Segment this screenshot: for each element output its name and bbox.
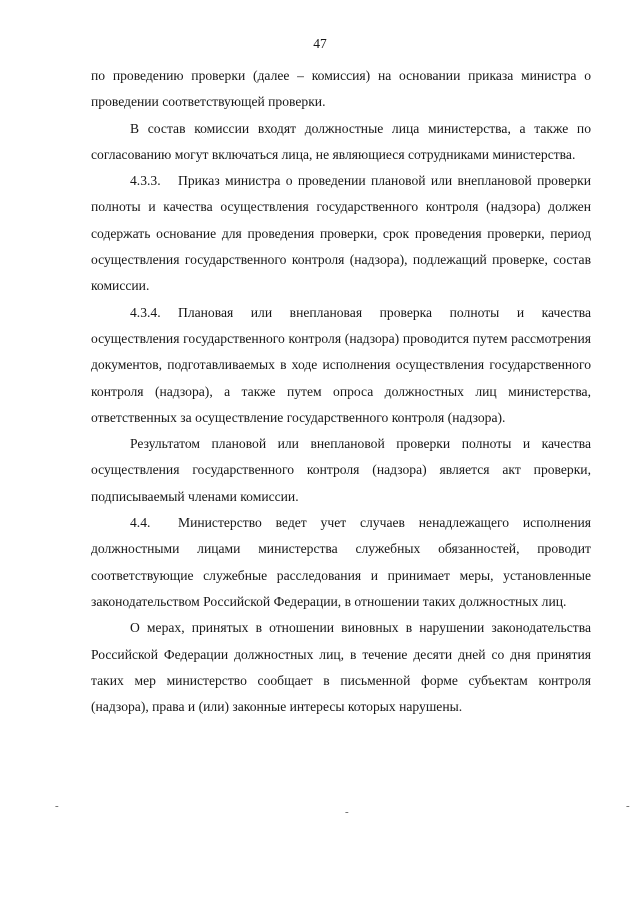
section-number: 4.4. — [130, 515, 151, 531]
paragraph-continuation — [91, 63, 591, 116]
paragraph-inspection-result — [91, 431, 591, 510]
section-number: 4.3.3. — [130, 173, 161, 189]
paragraph-text: Результатом плановой или внеплановой проверки полноты и качества осуществления государственного контроля (надзора) является акт проверки, подписываемый членами комиссии. — [91, 436, 591, 504]
scan-mark: - — [55, 800, 59, 812]
paragraph-4-4 — [91, 510, 591, 615]
paragraph-text: Плановая или внеплановая проверка полноты и качества осуществления государственного контроля (надзора) проводится путем рассмотрения документов, подготавливаемых в ходе исполнения осуществления государственного контроля (надзора), а также путем опроса должностных лиц министерства, ответственных за осуществление государственного контроля (надзора). — [91, 304, 591, 425]
paragraph-text: В состав комиссии входят должностные лица министерства, а также по согласованию могут включаться лица, не являющиеся сотрудниками министерства. — [91, 120, 591, 162]
paragraph-text: О мерах, принятых в отношении виновных в нарушении законодательства Российской Федерации должностных лиц, в течение десяти дней со дня принятия таких мер министерство сообщает в письменной форме субъектам контроля (надзора), права и (или) законные интересы которых нарушены. — [91, 620, 591, 715]
paragraph-text: Министерство ведет учет случаев ненадлежащего исполнения должностными лицами министерства служебных обязанностей, проводит соответствующие служебные расследования и принимает меры, установленные законодательством Российской Федерации, в отношении таких должностных лиц. — [91, 515, 591, 609]
paragraph-4-3-3 — [91, 168, 591, 299]
scan-mark: - — [345, 806, 349, 818]
paragraph-text: по проведению проверки (далее – комиссия) на основании приказа министра о проведении соответствующей проверки. — [91, 68, 591, 110]
section-number: 4.3.4. — [130, 304, 161, 320]
page-number: 47 — [313, 36, 327, 51]
paragraph-measures-taken — [91, 615, 591, 720]
paragraph-4-3-4 — [91, 300, 591, 431]
scan-mark: - — [626, 800, 630, 812]
document-body — [91, 63, 591, 720]
paragraph-text: Приказ министра о проведении плановой или внеплановой проверки полноты и качества осуществления государственного контроля (надзора) должен содержать основание для проведения проверки, срок проведения проверки, период осуществления государственного контроля (надзора), подлежащий проверке, состав комиссии. — [91, 173, 591, 294]
paragraph-commission-composition — [91, 116, 591, 169]
